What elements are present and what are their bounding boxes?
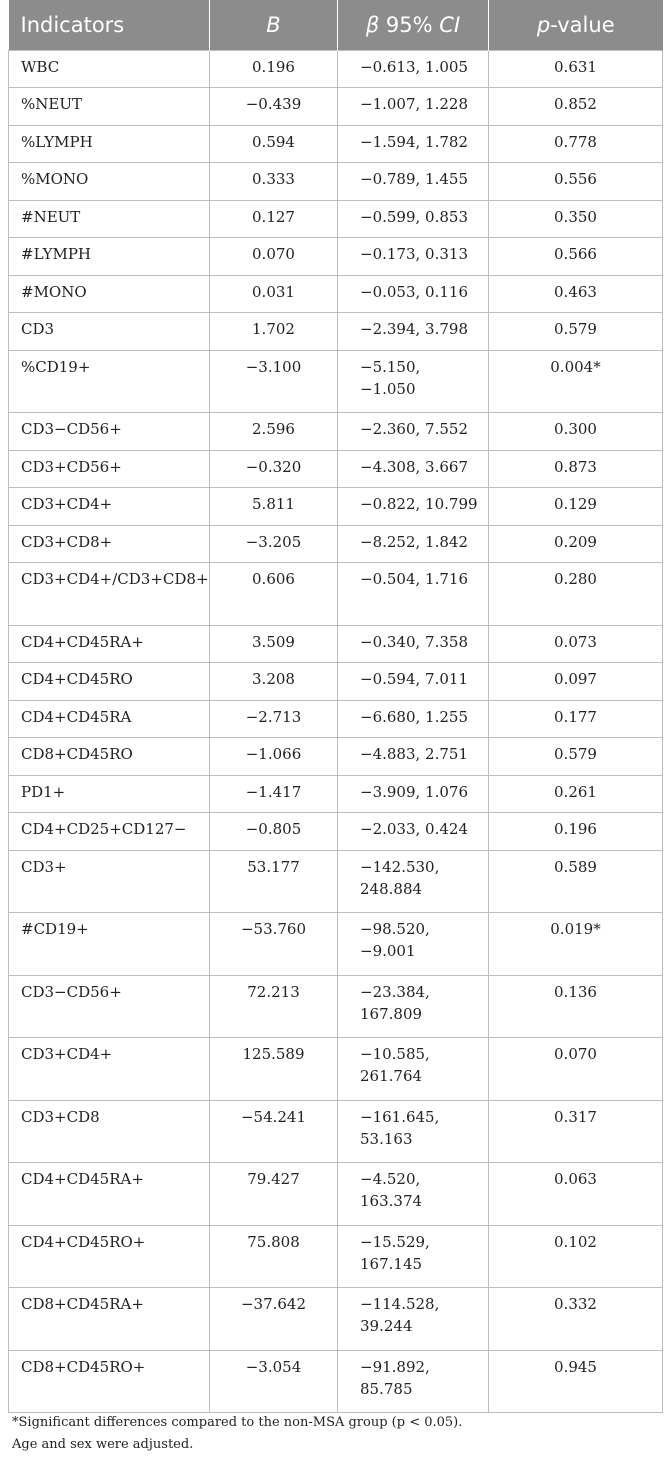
table-row [9,1038,663,1101]
cell-b: −2.713 [210,700,338,738]
cell-ci: −2.360, 7.552 [338,413,489,451]
cell-indicator: CD4+CD45RA+ [9,1163,210,1226]
table-row [9,563,663,626]
table-row [9,350,663,413]
table-row [9,1288,663,1351]
cell-p-value: 0.073 [489,625,663,663]
table-row [9,813,663,851]
cell-b: 0.196 [210,50,338,88]
cell-ci: −91.892, 85.785 [338,1350,489,1413]
cell-p-value: 0.280 [489,563,663,626]
cell-ci: −0.594, 7.011 [338,663,489,701]
header-b: B [210,0,338,50]
cell-b: 53.177 [210,850,338,913]
header-beta-ci-abbrev: CI [439,12,461,37]
header-beta-mid: 95% [379,12,440,37]
cell-ci: −0.053, 0.116 [338,275,489,313]
cell-ci: −0.822, 10.799 [338,488,489,526]
cell-b: 72.213 [210,975,338,1038]
header-p-letter: p [536,12,551,37]
table-row [9,1225,663,1288]
table-footnotes [12,1412,652,1456]
cell-indicator: CD8+CD45RO+ [9,1350,210,1413]
cell-b: 0.070 [210,238,338,276]
cell-p-value: 0.261 [489,775,663,813]
cell-indicator: CD3−CD56+ [9,413,210,451]
cell-b: 5.811 [210,488,338,526]
cell-p-value: 0.589 [489,850,663,913]
cell-indicator: %CD19+ [9,350,210,413]
cell-p-value: 0.350 [489,200,663,238]
table-body [9,50,663,1413]
table-row [9,413,663,451]
footnote-significance: *Significant differences compared to the non-MSA group (p < 0.05). [12,1415,463,1430]
cell-b: 2.596 [210,413,338,451]
cell-p-value: 0.004* [489,350,663,413]
table-row [9,238,663,276]
cell-b: 79.427 [210,1163,338,1226]
cell-indicator: CD3+CD8 [9,1100,210,1163]
cell-p-value: 0.556 [489,163,663,201]
cell-ci: −15.529, 167.145 [338,1225,489,1288]
cell-ci: −5.150, −1.050 [338,350,489,413]
table-row [9,488,663,526]
table-row [9,700,663,738]
cell-b: −54.241 [210,1100,338,1163]
cell-ci: −0.789, 1.455 [338,163,489,201]
cell-b: −1.417 [210,775,338,813]
cell-p-value: 0.136 [489,975,663,1038]
cell-ci: −0.599, 0.853 [338,200,489,238]
cell-b: 0.127 [210,200,338,238]
cell-ci: −4.308, 3.667 [338,450,489,488]
cell-p-value: 0.579 [489,738,663,776]
cell-indicator: #CD19+ [9,913,210,976]
cell-b: 0.594 [210,125,338,163]
cell-b: 1.702 [210,313,338,351]
cell-ci: −1.594, 1.782 [338,125,489,163]
cell-indicator: #NEUT [9,200,210,238]
cell-indicator: PD1+ [9,775,210,813]
cell-b: 3.208 [210,663,338,701]
cell-ci: −6.680, 1.255 [338,700,489,738]
cell-ci: −23.384, 167.809 [338,975,489,1038]
cell-p-value: 0.129 [489,488,663,526]
cell-b: −3.100 [210,350,338,413]
table-row [9,450,663,488]
table-row [9,1163,663,1226]
header-beta-ci [338,0,489,50]
cell-p-value: 0.579 [489,313,663,351]
table-row [9,1100,663,1163]
cell-b: −37.642 [210,1288,338,1351]
cell-indicator: CD3−CD56+ [9,975,210,1038]
cell-ci: −0.340, 7.358 [338,625,489,663]
table-row [9,913,663,976]
cell-indicator: CD8+CD45RA+ [9,1288,210,1351]
cell-b: −0.439 [210,88,338,126]
cell-p-value: 0.873 [489,450,663,488]
cell-p-value: 0.317 [489,1100,663,1163]
table-row [9,663,663,701]
table-row [9,775,663,813]
cell-ci: −1.007, 1.228 [338,88,489,126]
cell-b: 3.509 [210,625,338,663]
cell-ci: −8.252, 1.842 [338,525,489,563]
table-row [9,275,663,313]
cell-indicator: CD4+CD25+CD127− [9,813,210,851]
cell-indicator: CD3+CD8+ [9,525,210,563]
cell-indicator: CD4+CD45RA [9,700,210,738]
cell-ci: −3.909, 1.076 [338,775,489,813]
table-row [9,850,663,913]
cell-ci: −98.520, −9.001 [338,913,489,976]
table-row [9,88,663,126]
header-p-suffix: -value [550,12,615,37]
cell-p-value: 0.209 [489,525,663,563]
cell-ci: −2.033, 0.424 [338,813,489,851]
cell-indicator: #MONO [9,275,210,313]
regression-table [8,0,663,1413]
cell-p-value: 0.063 [489,1163,663,1226]
cell-b: −53.760 [210,913,338,976]
table-row [9,313,663,351]
cell-indicator: CD3+CD56+ [9,450,210,488]
cell-p-value: 0.019* [489,913,663,976]
cell-indicator: %LYMPH [9,125,210,163]
cell-indicator: CD4+CD45RO+ [9,1225,210,1288]
table-row [9,200,663,238]
cell-ci: −4.883, 2.751 [338,738,489,776]
cell-indicator: CD4+CD45RA+ [9,625,210,663]
cell-ci: −0.173, 0.313 [338,238,489,276]
cell-ci: −0.504, 1.716 [338,563,489,626]
cell-b: 0.031 [210,275,338,313]
cell-indicator: CD3+CD4+/CD3+CD8+ [9,563,210,626]
cell-indicator: CD4+CD45RO [9,663,210,701]
cell-indicator: CD3+CD4+ [9,1038,210,1101]
table-row [9,1350,663,1413]
cell-ci: −161.645, 53.163 [338,1100,489,1163]
cell-b: 0.606 [210,563,338,626]
cell-p-value: 0.566 [489,238,663,276]
cell-indicator: CD3+ [9,850,210,913]
cell-ci: −2.394, 3.798 [338,313,489,351]
cell-p-value: 0.945 [489,1350,663,1413]
cell-ci: −4.520, 163.374 [338,1163,489,1226]
table-row [9,975,663,1038]
cell-p-value: 0.631 [489,50,663,88]
cell-b: −3.205 [210,525,338,563]
cell-p-value: 0.177 [489,700,663,738]
table-row [9,50,663,88]
cell-b: 75.808 [210,1225,338,1288]
cell-indicator: CD3 [9,313,210,351]
cell-p-value: 0.070 [489,1038,663,1101]
cell-indicator: CD8+CD45RO [9,738,210,776]
cell-ci: −0.613, 1.005 [338,50,489,88]
cell-b: 125.589 [210,1038,338,1101]
cell-ci: −142.530, 248.884 [338,850,489,913]
cell-p-value: 0.332 [489,1288,663,1351]
cell-b: −0.805 [210,813,338,851]
footnote-adjustment: Age and sex were adjusted. [12,1437,194,1452]
cell-indicator: %NEUT [9,88,210,126]
cell-p-value: 0.097 [489,663,663,701]
cell-indicator: %MONO [9,163,210,201]
cell-p-value: 0.300 [489,413,663,451]
header-indicators: Indicators [9,0,210,50]
table-row [9,525,663,563]
cell-p-value: 0.196 [489,813,663,851]
cell-p-value: 0.102 [489,1225,663,1288]
cell-p-value: 0.852 [489,88,663,126]
cell-b: −1.066 [210,738,338,776]
cell-indicator: CD3+CD4+ [9,488,210,526]
table-row [9,625,663,663]
cell-b: −0.320 [210,450,338,488]
cell-b: 0.333 [210,163,338,201]
header-p-value [489,0,663,50]
table-row [9,163,663,201]
table-row [9,738,663,776]
table-row [9,125,663,163]
cell-b: −3.054 [210,1350,338,1413]
cell-p-value: 0.778 [489,125,663,163]
cell-ci: −10.585, 261.764 [338,1038,489,1101]
header-beta-symbol: β [365,12,380,37]
table-header-row [9,0,663,50]
cell-ci: −114.528, 39.244 [338,1288,489,1351]
cell-indicator: WBC [9,50,210,88]
cell-indicator: #LYMPH [9,238,210,276]
cell-p-value: 0.463 [489,275,663,313]
